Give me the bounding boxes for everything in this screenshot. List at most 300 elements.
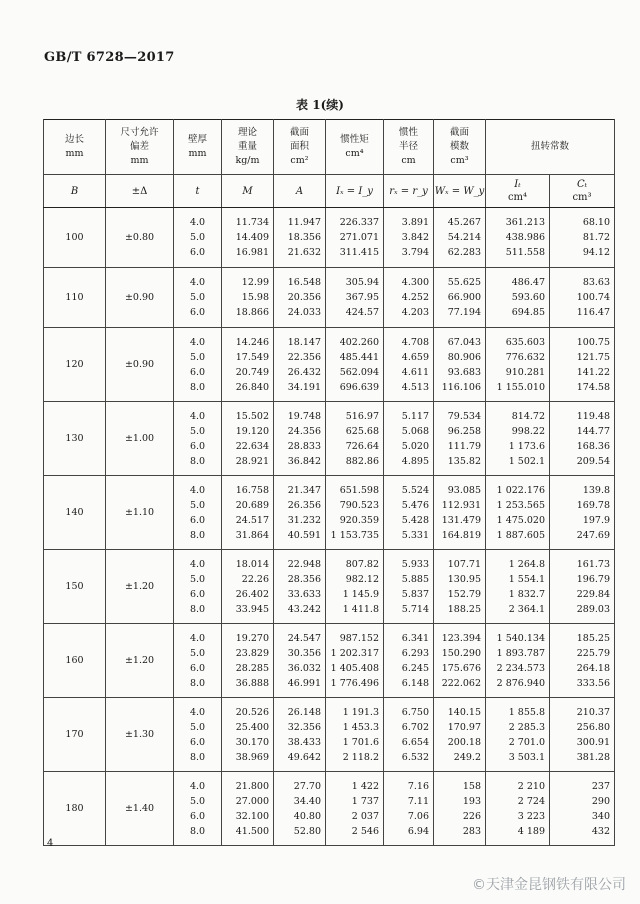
- radius-value: 5.428: [401, 514, 429, 526]
- torsion-ct-value: 100.75: [576, 336, 611, 348]
- table-row: [44, 402, 615, 476]
- inertia-value: 305.94: [345, 277, 379, 288]
- thickness-value: 5.0: [189, 292, 206, 303]
- weight-value: 33.945: [235, 603, 269, 615]
- area-value: 38.433: [287, 736, 321, 748]
- modulus-cell: [434, 328, 486, 402]
- radius-cell: [384, 268, 434, 328]
- area-value: 24.033: [287, 307, 321, 318]
- modulus-value: 96.258: [447, 425, 481, 437]
- inertia-value: 402.260: [339, 336, 379, 348]
- torsion-ct-value: 432: [591, 825, 611, 837]
- sym-thickness: t: [174, 175, 222, 208]
- weight-value: 19.120: [235, 425, 269, 437]
- radius-value: 3.842: [401, 232, 429, 243]
- modulus-cell: [434, 268, 486, 328]
- radius-cell: [384, 208, 434, 268]
- inertia-value: 1 153.735: [330, 529, 379, 541]
- weight-value: 28.921: [235, 455, 269, 467]
- inertia-value: 651.598: [339, 484, 379, 496]
- modulus-value: 93.085: [447, 484, 481, 496]
- side-length-cell: 160: [44, 624, 106, 698]
- weight-value: 36.888: [235, 677, 269, 689]
- watermark: ©天津金昆钢铁有限公司: [472, 877, 626, 893]
- sym-torsion-ct: Cₜ cm³: [550, 175, 615, 208]
- modulus-value: 77.194: [447, 307, 481, 318]
- torsion-it-value: 910.281: [505, 366, 545, 378]
- col-header-area: 截面 面积 cm²: [274, 120, 326, 175]
- weight-value: 20.526: [235, 706, 269, 718]
- side-length-cell: 130: [44, 402, 106, 476]
- thickness-value: 5.0: [189, 573, 206, 585]
- area-cell: [274, 698, 326, 772]
- torsion-ct-value: 116.47: [576, 307, 611, 318]
- weight-value: 32.100: [235, 810, 269, 822]
- torsion-ct-value: 161.73: [576, 558, 611, 570]
- side-length-cell: 120: [44, 328, 106, 402]
- inertia-value: 562.094: [339, 366, 379, 378]
- inertia-cell: [326, 208, 384, 268]
- torsion-it-value: 2 210: [517, 780, 545, 792]
- torsion-it-value: 1 893.787: [496, 647, 545, 659]
- inertia-value: 367.95: [345, 292, 379, 303]
- torsion-ct-cell: [550, 476, 615, 550]
- radius-value: 4.300: [401, 277, 429, 288]
- torsion-it-value: 2 701.0: [508, 736, 545, 748]
- inertia-value: 1 191.3: [342, 706, 379, 718]
- sym-radius: rₓ = r_y: [384, 175, 434, 208]
- torsion-ct-cell: [550, 550, 615, 624]
- thickness-value: 6.0: [189, 514, 206, 526]
- torsion-it-value: 593.60: [511, 292, 545, 303]
- torsion-ct-cell: [550, 402, 615, 476]
- modulus-value: 67.043: [447, 336, 481, 348]
- table-row: [44, 624, 615, 698]
- section-properties-table: [43, 119, 615, 846]
- weight-value: 28.285: [235, 662, 269, 674]
- weight-cell: [222, 772, 274, 846]
- modulus-value: 93.683: [447, 366, 481, 378]
- tolerance-cell: ±0.90: [106, 328, 174, 402]
- radius-value: 4.895: [401, 455, 429, 467]
- inertia-value: 726.64: [345, 440, 379, 452]
- torsion-ct-value: 196.79: [576, 573, 611, 585]
- radius-value: 5.020: [401, 440, 429, 452]
- inertia-value: 1 202.317: [330, 647, 379, 659]
- torsion-it-value: 2 364.1: [508, 603, 545, 615]
- torsion-it-value: 438.986: [505, 232, 545, 243]
- radius-value: 4.659: [401, 351, 429, 363]
- radius-cell: [384, 550, 434, 624]
- modulus-value: 283: [462, 825, 481, 837]
- sym-inertia: Iₓ = I_y: [326, 175, 384, 208]
- radius-value: 5.117: [401, 410, 429, 422]
- area-cell: [274, 208, 326, 268]
- torsion-ct-value: 83.63: [582, 277, 611, 288]
- torsion-ct-value: 381.28: [576, 751, 611, 763]
- torsion-it-value: 2 285.3: [508, 721, 545, 733]
- area-value: 19.748: [287, 410, 321, 422]
- weight-cell: [222, 550, 274, 624]
- torsion-ct-value: 168.36: [576, 440, 611, 452]
- thickness-value: 5.0: [189, 795, 206, 807]
- weight-value: 20.749: [235, 366, 269, 378]
- thickness-value: 5.0: [189, 425, 206, 437]
- torsion-it-value: 486.47: [511, 277, 545, 288]
- table-row: [44, 208, 615, 268]
- modulus-value: 170.97: [447, 721, 481, 733]
- torsion-ct-value: 256.80: [576, 721, 611, 733]
- tolerance-cell: ±1.20: [106, 624, 174, 698]
- radius-cell: [384, 772, 434, 846]
- header-row-symbols: [44, 175, 615, 208]
- col-header-modulus: 截面 模数 cm³: [434, 120, 486, 175]
- torsion-it-cell: [486, 550, 550, 624]
- area-value: 31.232: [287, 514, 321, 526]
- weight-value: 16.981: [235, 247, 269, 258]
- area-value: 36.842: [287, 455, 321, 467]
- torsion-it-value: 2 876.940: [496, 677, 545, 689]
- thickness-value: 8.0: [189, 825, 206, 837]
- inertia-value: 1 701.6: [342, 736, 379, 748]
- torsion-it-cell: [486, 402, 550, 476]
- col-header-side: 边长 mm: [44, 120, 106, 175]
- torsion-it-value: 1 540.134: [496, 632, 545, 644]
- torsion-it-value: 1 832.7: [508, 588, 545, 600]
- col-header-inertia: 惯性矩 cm⁴: [326, 120, 384, 175]
- modulus-value: 79.534: [447, 410, 481, 422]
- radius-value: 6.293: [401, 647, 429, 659]
- torsion-it-value: 635.603: [505, 336, 545, 348]
- thickness-value: 6.0: [189, 366, 206, 378]
- tolerance-cell: ±1.30: [106, 698, 174, 772]
- torsion-it-value: 1 475.020: [496, 514, 545, 526]
- torsion-it-value: 776.632: [505, 351, 545, 363]
- inertia-cell: [326, 476, 384, 550]
- area-value: 40.591: [287, 529, 321, 541]
- radius-value: 6.245: [401, 662, 429, 674]
- inertia-value: 920.359: [339, 514, 379, 526]
- thickness-value: 8.0: [189, 677, 206, 689]
- tolerance-cell: ±0.80: [106, 208, 174, 268]
- side-length-cell: 180: [44, 772, 106, 846]
- area-cell: [274, 268, 326, 328]
- radius-value: 7.06: [407, 810, 429, 822]
- modulus-value: 150.290: [441, 647, 481, 659]
- inertia-cell: [326, 328, 384, 402]
- thickness-value: 6.0: [189, 662, 206, 674]
- radius-value: 6.341: [401, 632, 429, 644]
- radius-value: 6.532: [401, 751, 429, 763]
- torsion-ct-value: 169.78: [576, 499, 611, 511]
- table-row: [44, 476, 615, 550]
- radius-value: 6.654: [401, 736, 429, 748]
- thickness-value: 4.0: [189, 410, 206, 422]
- thickness-cell: [174, 772, 222, 846]
- weight-value: 15.502: [235, 410, 269, 422]
- weight-value: 11.734: [235, 217, 269, 228]
- weight-value: 18.014: [235, 558, 269, 570]
- sym-weight: M: [222, 175, 274, 208]
- area-value: 32.356: [287, 721, 321, 733]
- area-cell: [274, 624, 326, 698]
- sym-side: B: [44, 175, 106, 208]
- radius-value: 5.331: [401, 529, 429, 541]
- sym-modulus: Wₓ = W_y: [434, 175, 486, 208]
- modulus-value: 152.79: [447, 588, 481, 600]
- thickness-value: 4.0: [189, 558, 206, 570]
- torsion-it-value: 814.72: [511, 410, 545, 422]
- inertia-value: 311.415: [339, 247, 379, 258]
- area-value: 20.356: [287, 292, 321, 303]
- modulus-value: 116.106: [441, 381, 481, 393]
- modulus-value: 131.479: [441, 514, 481, 526]
- inertia-value: 982.12: [345, 573, 379, 585]
- radius-value: 6.750: [401, 706, 429, 718]
- torsion-ct-cell: [550, 772, 615, 846]
- torsion-ct-value: 247.69: [576, 529, 611, 541]
- radius-value: 5.068: [401, 425, 429, 437]
- area-value: 36.032: [287, 662, 321, 674]
- torsion-it-value: 1 554.1: [508, 573, 545, 585]
- thickness-cell: [174, 698, 222, 772]
- area-value: 21.347: [287, 484, 321, 496]
- torsion-ct-value: 225.79: [576, 647, 611, 659]
- thickness-value: 6.0: [189, 588, 206, 600]
- thickness-value: 8.0: [189, 603, 206, 615]
- radius-value: 6.94: [407, 825, 429, 837]
- weight-cell: [222, 208, 274, 268]
- inertia-value: 516.97: [345, 410, 379, 422]
- modulus-value: 66.900: [447, 292, 481, 303]
- area-value: 34.191: [287, 381, 321, 393]
- area-value: 33.633: [287, 588, 321, 600]
- radius-value: 3.891: [401, 217, 429, 228]
- modulus-value: 55.625: [447, 277, 481, 288]
- area-value: 18.356: [287, 232, 321, 243]
- modulus-value: 164.819: [441, 529, 481, 541]
- area-value: 26.432: [287, 366, 321, 378]
- torsion-ct-value: 185.25: [576, 632, 611, 644]
- weight-value: 26.840: [235, 381, 269, 393]
- thickness-value: 6.0: [189, 736, 206, 748]
- radius-value: 4.708: [401, 336, 429, 348]
- inertia-value: 790.523: [339, 499, 379, 511]
- torsion-ct-value: 300.91: [576, 736, 611, 748]
- inertia-value: 1 145.9: [342, 588, 379, 600]
- weight-value: 19.270: [235, 632, 269, 644]
- thickness-value: 4.0: [189, 277, 206, 288]
- modulus-cell: [434, 208, 486, 268]
- inertia-value: 271.071: [339, 232, 379, 243]
- inertia-value: 1 422: [351, 780, 379, 792]
- torsion-it-value: 1 253.565: [496, 499, 545, 511]
- radius-cell: [384, 698, 434, 772]
- thickness-value: 5.0: [189, 232, 206, 243]
- inertia-value: 424.57: [345, 307, 379, 318]
- thickness-cell: [174, 402, 222, 476]
- torsion-it-value: 3 503.1: [508, 751, 545, 763]
- weight-cell: [222, 268, 274, 328]
- modulus-cell: [434, 698, 486, 772]
- col-header-weight: 理论 重量 kg/m: [222, 120, 274, 175]
- col-header-torsion: 扭转常数: [486, 120, 615, 175]
- weight-cell: [222, 328, 274, 402]
- torsion-it-value: 694.85: [511, 307, 545, 318]
- page-number: 4: [47, 838, 54, 849]
- radius-value: 5.714: [401, 603, 429, 615]
- weight-value: 16.758: [235, 484, 269, 496]
- weight-value: 20.689: [235, 499, 269, 511]
- weight-value: 27.000: [235, 795, 269, 807]
- modulus-cell: [434, 476, 486, 550]
- thickness-value: 8.0: [189, 381, 206, 393]
- standard-id: GB/T 6728—2017: [44, 50, 175, 65]
- radius-value: 6.702: [401, 721, 429, 733]
- torsion-it-value: 3 223: [517, 810, 545, 822]
- inertia-value: 882.86: [345, 455, 379, 467]
- torsion-ct-value: 264.18: [576, 662, 611, 674]
- area-value: 43.242: [287, 603, 321, 615]
- radius-cell: [384, 402, 434, 476]
- side-length-cell: 150: [44, 550, 106, 624]
- modulus-value: 249.2: [453, 751, 481, 763]
- torsion-it-cell: [486, 268, 550, 328]
- modulus-value: 193: [462, 795, 481, 807]
- torsion-ct-value: 139.8: [582, 484, 611, 496]
- torsion-it-cell: [486, 772, 550, 846]
- inertia-cell: [326, 268, 384, 328]
- weight-value: 15.98: [241, 292, 269, 303]
- torsion-ct-value: 174.58: [576, 381, 611, 393]
- torsion-ct-value: 100.74: [576, 292, 611, 303]
- weight-cell: [222, 476, 274, 550]
- weight-value: 22.26: [241, 573, 269, 585]
- tolerance-cell: ±1.20: [106, 550, 174, 624]
- torsion-it-value: 1 155.010: [496, 381, 545, 393]
- modulus-value: 140.15: [447, 706, 481, 718]
- table-row: [44, 698, 615, 772]
- thickness-value: 5.0: [189, 499, 206, 511]
- weight-value: 30.170: [235, 736, 269, 748]
- area-cell: [274, 328, 326, 402]
- torsion-it-value: 1 855.8: [508, 706, 545, 718]
- col-header-thickness: 壁厚 mm: [174, 120, 222, 175]
- inertia-value: 1 737: [351, 795, 379, 807]
- modulus-value: 123.394: [441, 632, 481, 644]
- modulus-cell: [434, 624, 486, 698]
- inertia-value: 2 037: [351, 810, 379, 822]
- thickness-cell: [174, 476, 222, 550]
- inertia-value: 807.82: [345, 558, 379, 570]
- radius-value: 4.203: [401, 307, 429, 318]
- side-length-cell: 100: [44, 208, 106, 268]
- torsion-ct-value: 94.12: [582, 247, 611, 258]
- tolerance-cell: ±1.00: [106, 402, 174, 476]
- radius-value: 5.476: [401, 499, 429, 511]
- inertia-cell: [326, 550, 384, 624]
- thickness-value: 6.0: [189, 810, 206, 822]
- modulus-value: 158: [462, 780, 481, 792]
- area-value: 27.70: [293, 780, 321, 792]
- torsion-ct-value: 144.77: [576, 425, 611, 437]
- radius-cell: [384, 624, 434, 698]
- torsion-it-value: 1 173.6: [508, 440, 545, 452]
- thickness-cell: [174, 550, 222, 624]
- radius-cell: [384, 476, 434, 550]
- table-row: [44, 550, 615, 624]
- thickness-value: 4.0: [189, 484, 206, 496]
- torsion-it-value: 998.22: [511, 425, 545, 437]
- thickness-value: 8.0: [189, 751, 206, 763]
- weight-value: 41.500: [235, 825, 269, 837]
- torsion-it-value: 511.558: [505, 247, 545, 258]
- area-cell: [274, 550, 326, 624]
- area-value: 40.80: [293, 810, 321, 822]
- torsion-ct-value: 290: [591, 795, 611, 807]
- modulus-cell: [434, 772, 486, 846]
- area-value: 30.356: [287, 647, 321, 659]
- area-cell: [274, 772, 326, 846]
- side-length-cell: 110: [44, 268, 106, 328]
- inertia-value: 625.68: [345, 425, 379, 437]
- area-value: 26.356: [287, 499, 321, 511]
- area-value: 24.547: [287, 632, 321, 644]
- torsion-it-cell: [486, 624, 550, 698]
- sym-torsion-it: Iₜ cm⁴: [486, 175, 550, 208]
- thickness-cell: [174, 624, 222, 698]
- sym-tolerance: ±Δ: [106, 175, 174, 208]
- modulus-value: 112.931: [441, 499, 481, 511]
- weight-value: 18.866: [235, 307, 269, 318]
- torsion-ct-value: 289.03: [576, 603, 611, 615]
- area-value: 52.80: [293, 825, 321, 837]
- torsion-ct-value: 210.37: [576, 706, 611, 718]
- modulus-value: 45.267: [447, 217, 481, 228]
- table-row: [44, 772, 615, 846]
- col-header-radius: 惯性 半径 cm: [384, 120, 434, 175]
- modulus-value: 175.676: [441, 662, 481, 674]
- area-value: 24.356: [287, 425, 321, 437]
- radius-value: 5.885: [401, 573, 429, 585]
- thickness-value: 6.0: [189, 440, 206, 452]
- radius-value: 4.513: [401, 381, 429, 393]
- weight-value: 14.246: [235, 336, 269, 348]
- thickness-cell: [174, 328, 222, 402]
- weight-value: 31.864: [235, 529, 269, 541]
- torsion-it-value: 1 502.1: [508, 455, 545, 467]
- weight-value: 22.634: [235, 440, 269, 452]
- radius-value: 4.611: [401, 366, 429, 378]
- thickness-value: 4.0: [189, 632, 206, 644]
- area-value: 22.948: [287, 558, 321, 570]
- table-row: [44, 328, 615, 402]
- side-length-cell: 170: [44, 698, 106, 772]
- inertia-value: 1 405.408: [330, 662, 379, 674]
- torsion-ct-cell: [550, 624, 615, 698]
- radius-value: 6.148: [401, 677, 429, 689]
- side-length-cell: 140: [44, 476, 106, 550]
- torsion-ct-cell: [550, 698, 615, 772]
- torsion-it-value: 1 887.605: [496, 529, 545, 541]
- weight-value: 24.517: [235, 514, 269, 526]
- modulus-value: 200.18: [447, 736, 481, 748]
- weight-value: 21.800: [235, 780, 269, 792]
- thickness-cell: [174, 208, 222, 268]
- inertia-value: 1 776.496: [330, 677, 379, 689]
- torsion-it-cell: [486, 208, 550, 268]
- torsion-ct-value: 197.9: [582, 514, 611, 526]
